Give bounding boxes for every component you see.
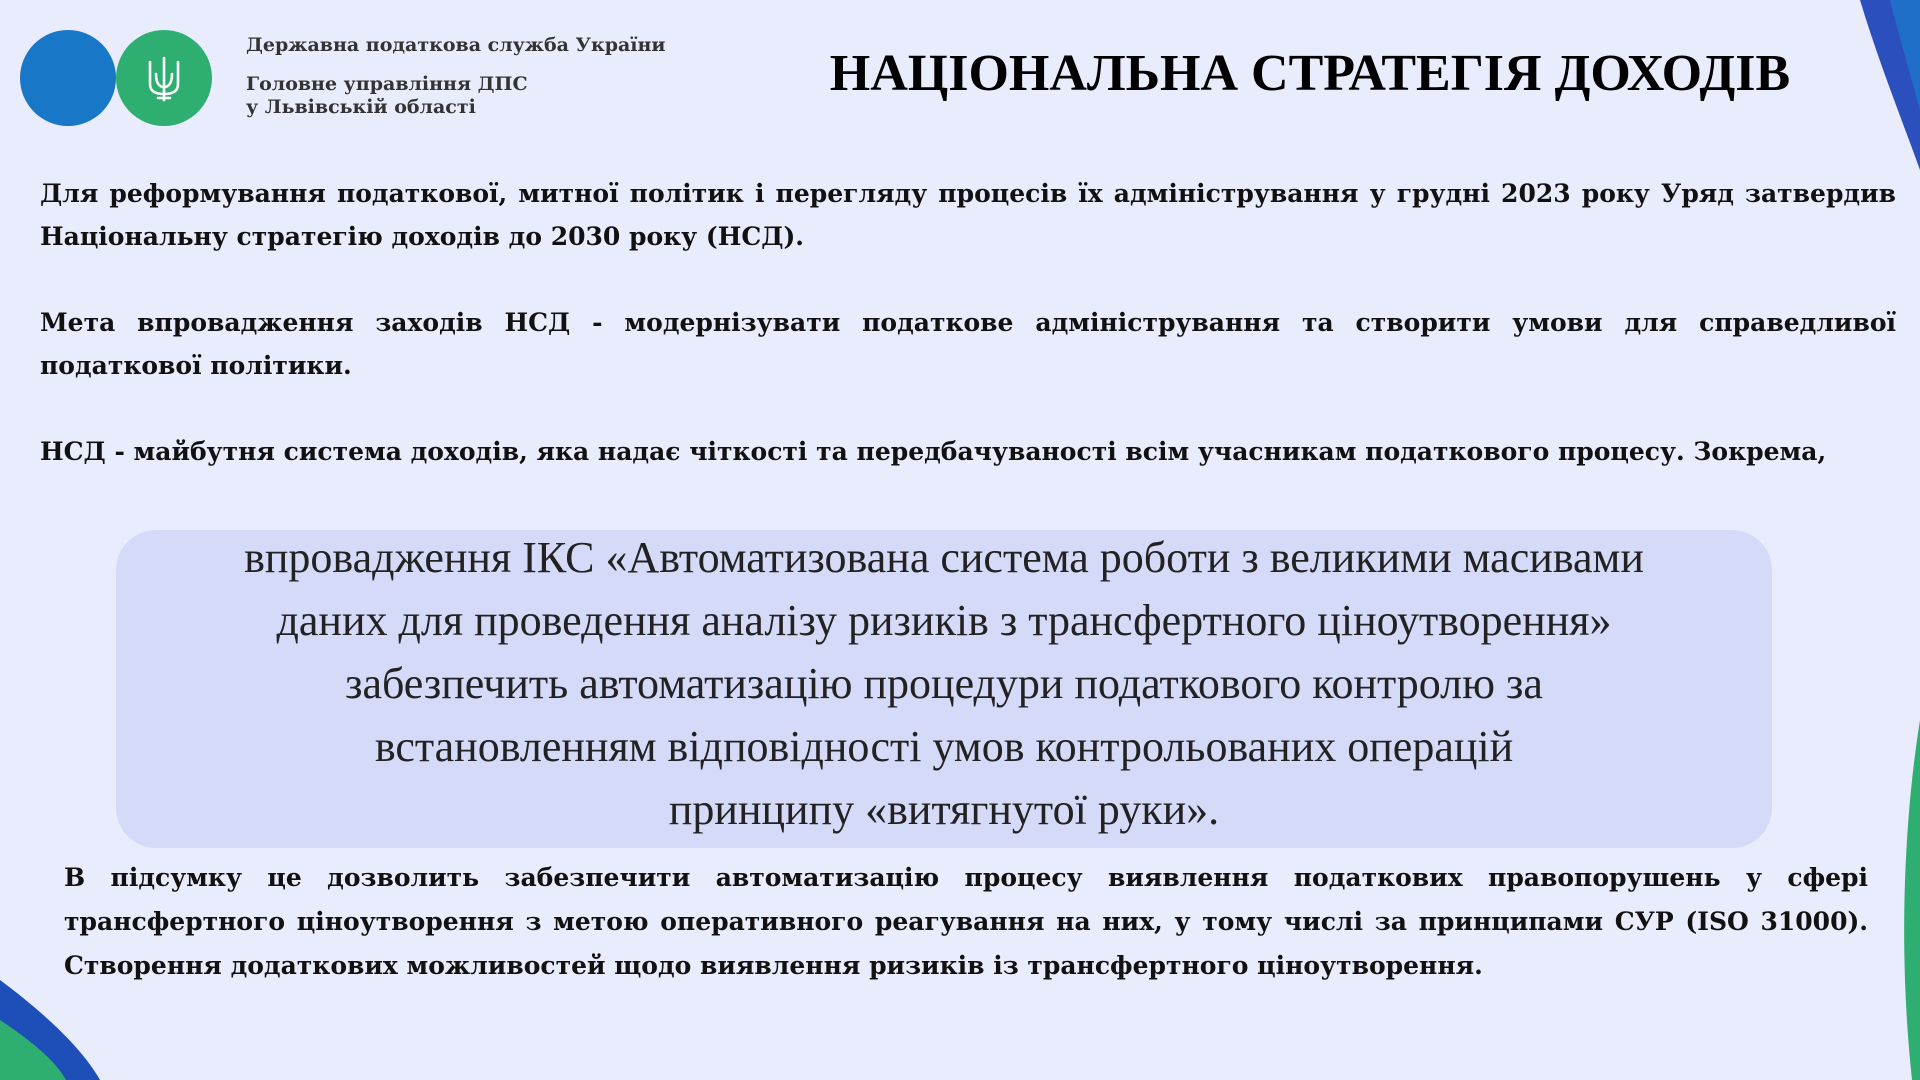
page-title: НАЦІОНАЛЬНА СТРАТЕГІЯ ДОХОДІВ xyxy=(829,45,1791,102)
paragraph-system: НСД - майбутня система доходів, яка надає чіткості та передбачуваності всім учасникам податкового процесу. Зокрема, xyxy=(40,437,1827,466)
paragraph-conclusion: В підсумку це дозволить забезпечити автоматизацію процесу виявлення податкових правопорушень у сфері трансфертного ціноутворення з метою оперативного реагування на них, у тому числі за принципами СУР (ISO 31000). Створення додаткових можливостей щодо виявлення ризиків із трансфертного ціноутворення. xyxy=(64,863,1868,980)
paragraph-goal: Мета впровадження заходів НСД - модернізувати податкове адміністрування та створити умови для справедливої податкової політики. xyxy=(40,308,1896,380)
highlight-line: забезпечить автоматизацію процедури податкового контролю за xyxy=(345,659,1543,708)
trident-icon xyxy=(142,54,186,102)
highlight-line: принципу «витягнутої руки». xyxy=(668,785,1220,834)
org-name-line1: Державна податкова служба України xyxy=(246,34,666,56)
highlight-text xyxy=(116,526,1772,841)
organization-name xyxy=(246,34,666,119)
logo-blue-circle xyxy=(20,30,116,126)
highlight-line: впровадження ІКС «Автоматизована система роботи з великими масивами xyxy=(244,533,1644,582)
highlight-line: даних для проведення аналізу ризиків з трансфертного ціноутворення» xyxy=(276,596,1612,645)
org-name-line3: у Львівській області xyxy=(246,96,476,118)
paragraph-intro: Для реформування податкової, митної політик і перегляду процесів їх адміністрування у грудні 2023 року Уряд затвердив Національну стратегію доходів до 2030 року (НСД). xyxy=(40,179,1896,251)
highlight-line: встановленням відповідності умов контрольованих операцій xyxy=(374,722,1514,771)
org-name-line2: Головне управління ДПС xyxy=(246,73,528,95)
